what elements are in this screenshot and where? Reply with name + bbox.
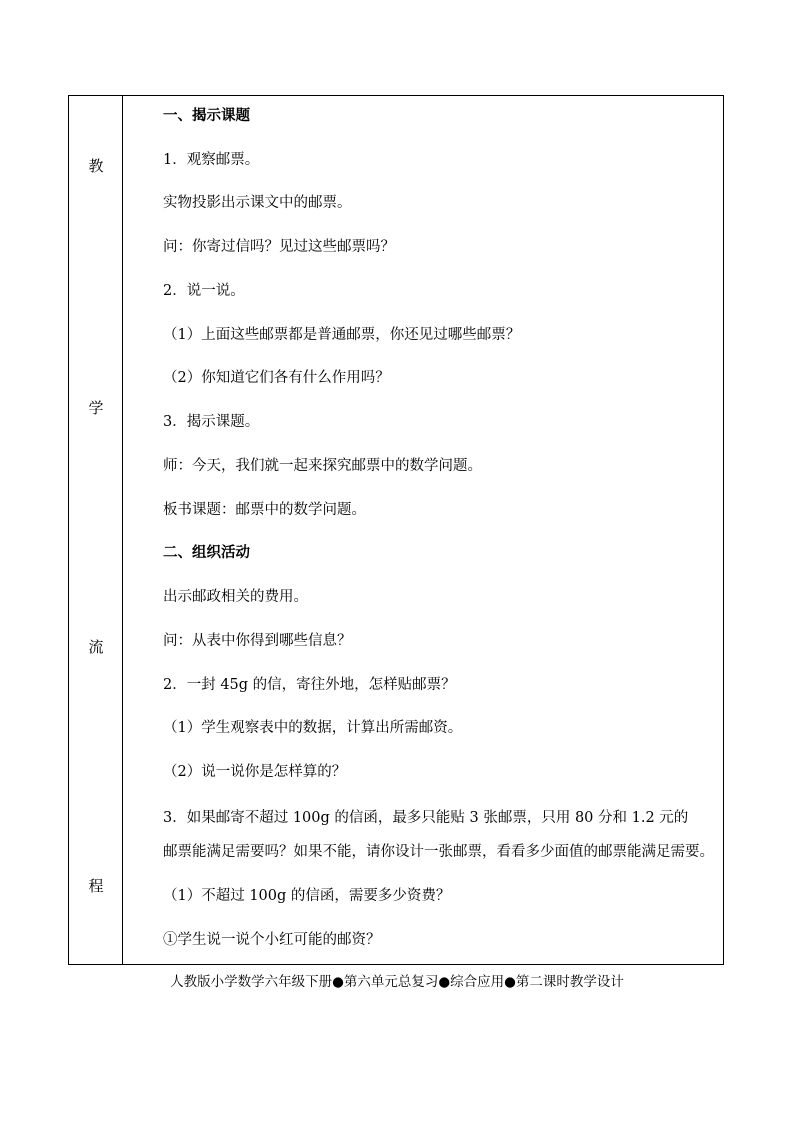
paragraph: （1）上面这些邮票都是普通邮票，你还见过哪些邮票？ [163,327,521,343]
side-label-jiao: 教 [88,157,104,175]
section-heading-1: 一、揭示课题 [163,107,250,124]
paragraph: 问：从表中你得到哪些信息？ [163,633,352,649]
paragraph: （2）说一说你是怎样算的？ [163,764,347,780]
paragraph: 邮票能满足需要吗？如果不能，请你设计一张邮票，看看多少面值的邮票能满足需要。 [163,844,714,860]
paragraph: ①学生说一说个小红可能的邮资？ [163,932,381,948]
side-label-cheng: 程 [88,877,104,895]
section-heading-2: 二、组织活动 [163,544,250,561]
side-label-liu: 流 [88,638,104,656]
paragraph: （1）学生观察表中的数据，计算出所需邮资。 [163,720,463,736]
paragraph: 3．揭示课题。 [163,414,260,430]
paragraph: 问：你寄过信吗？见过这些邮票吗？ [163,239,395,255]
paragraph: 2．说一说。 [163,283,245,299]
paragraph: 2．一封 45g 的信，寄往外地，怎样贴邮票？ [163,677,456,693]
paragraph: 实物投影出示课文中的邮票。 [163,195,352,211]
paragraph: 板书课题：邮票中的数学问题。 [163,502,366,518]
lesson-content [123,96,723,964]
side-label-xue: 学 [88,399,104,417]
side-label-column [69,96,123,964]
paragraph: （1）不超过 100g 的信函，需要多少资费？ [163,888,451,904]
paragraph: 师：今天，我们就一起来探究邮票中的数学问题。 [163,458,482,474]
lesson-table [68,95,724,965]
paragraph: 1．观察邮票。 [163,152,260,168]
paragraph: 3．如果邮寄不超过 100g 的信函，最多只能贴 3 张邮票，只用 80 分和 1.2 元的 [163,810,689,826]
paragraph: （2）你知道它们各有什么作用吗？ [163,370,390,386]
page-footer: 人教版小学数学六年级下册●第六单元总复习●综合应用●第二课时教学设计 [170,974,624,990]
paragraph: 出示邮政相关的费用。 [163,589,308,605]
